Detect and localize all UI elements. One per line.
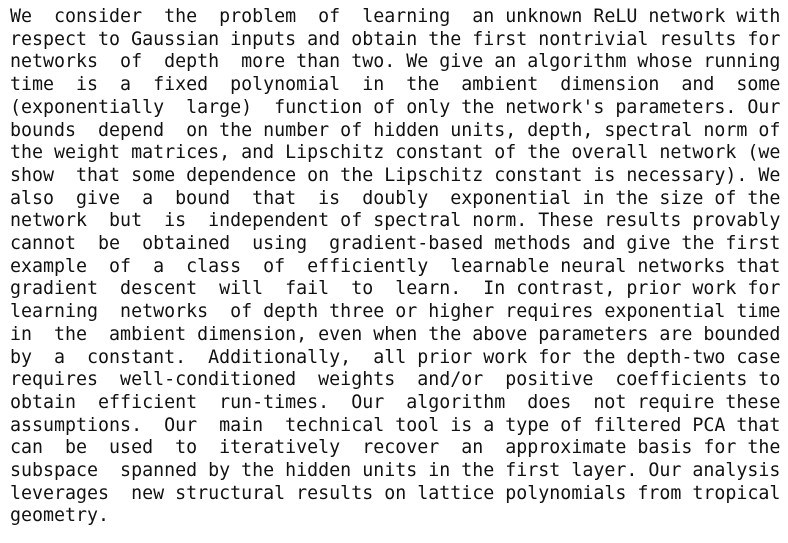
abstract-line: the weight matrices, and Lipschitz constant of the overall network (we bbox=[10, 142, 781, 164]
abstract-text bbox=[10, 6, 780, 528]
abstract-line: requires well-conditioned weights and/or positive coefficients to bbox=[10, 369, 781, 391]
abstract-line: learning networks of depth three or higher requires exponential time bbox=[10, 301, 781, 323]
abstract-line: bounds depend on the number of hidden units, depth, spectral norm of bbox=[10, 119, 781, 141]
abstract-line: in the ambient dimension, even when the above parameters are bounded bbox=[10, 323, 781, 345]
abstract-line: show that some dependence on the Lipschitz constant is necessary). We bbox=[10, 164, 781, 186]
abstract-line: geometry. bbox=[10, 505, 110, 527]
abstract-line: subspace spanned by the hidden units in the first layer. Our analysis bbox=[10, 460, 781, 482]
abstract-line: respect to Gaussian inputs and obtain the first nontrivial results for bbox=[10, 28, 781, 50]
abstract-line: can be used to iteratively recover an approximate basis for the bbox=[10, 437, 781, 459]
abstract-line: by a constant. Additionally, all prior work for the depth-two case bbox=[10, 346, 781, 368]
abstract-line: (exponentially large) function of only the network's parameters. Our bbox=[10, 96, 781, 118]
abstract-line: We consider the problem of learning an unknown ReLU network with bbox=[10, 6, 781, 27]
abstract-line: time is a fixed polynomial in the ambient dimension and some bbox=[10, 74, 781, 96]
abstract-line: network but is independent of spectral norm. These results provably bbox=[10, 210, 781, 232]
abstract-line: example of a class of efficiently learnable neural networks that bbox=[10, 255, 781, 277]
abstract-line: obtain efficient run-times. Our algorithm does not require these bbox=[10, 391, 781, 413]
abstract-line: assumptions. Our main technical tool is a type of filtered PCA that bbox=[10, 414, 781, 436]
abstract-line: leverages new structural results on lattice polynomials from tropical bbox=[10, 482, 781, 504]
abstract-line: cannot be obtained using gradient-based methods and give the first bbox=[10, 233, 781, 255]
abstract-line: gradient descent will fail to learn. In contrast, prior work for bbox=[10, 278, 781, 300]
abstract-line: also give a bound that is doubly exponential in the size of the bbox=[10, 187, 781, 209]
abstract-line: networks of depth more than two. We give an algorithm whose running bbox=[10, 51, 781, 73]
